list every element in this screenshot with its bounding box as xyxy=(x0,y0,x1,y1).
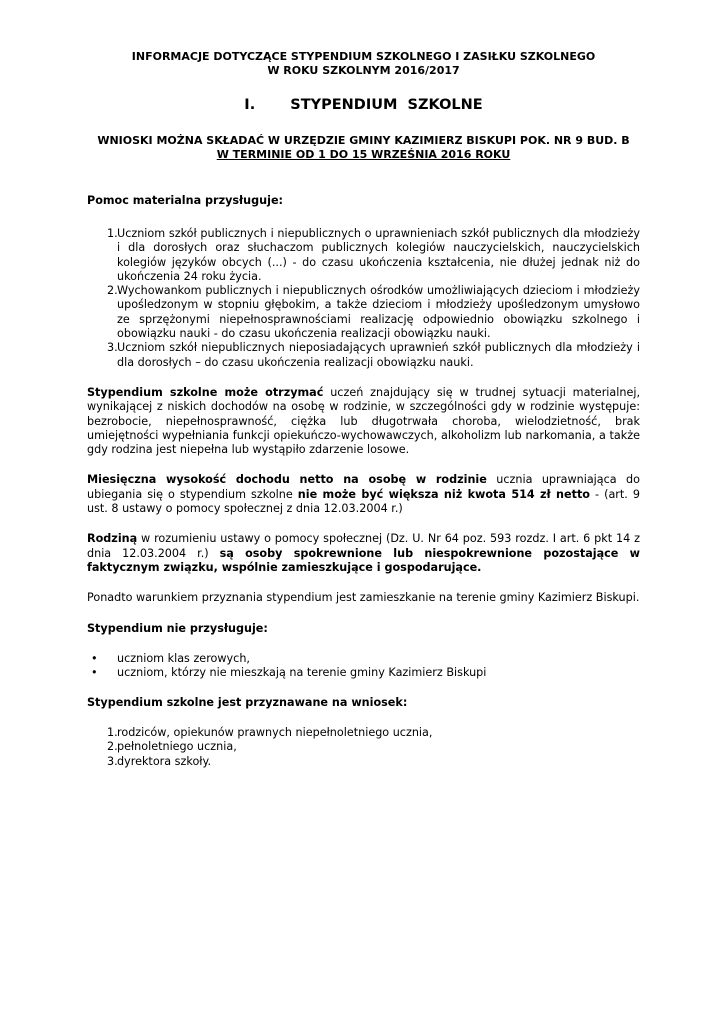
list-item-text: Uczniom szkół niepublicznych nieposiadających uprawnień szkół publicznych dla młodzieży i dla dorosłych – do czasu ukończenia realizacji obowiązku nauki. xyxy=(117,341,640,369)
list-item-text: uczniom klas zerowych, xyxy=(117,651,250,665)
list-item-text: dyrektora szkoły. xyxy=(117,754,212,768)
eligibility-heading: Pomoc materialna przysługuje: xyxy=(87,194,284,207)
not-entitled-heading: Stypendium nie przysługuje: xyxy=(87,621,268,635)
notice-line-1: WNIOSKI MOŻNA SKŁADAĆ W URZĘDZIE GMINY KAZIMIERZ BISKUPI POK. NR 9 BUD. B xyxy=(97,134,630,147)
document-page xyxy=(87,50,640,769)
section-number: I. xyxy=(244,97,256,113)
list-item-text: Uczniom szkół publicznych i niepublicznych o uprawnieniach szkół publicznych dla młodzieży i dla dorosłych oraz słuchaczom publicznych kolegiów nauczycielskich, nauczycielskich kolegiów języków obcych (...) - do czasu ukończenia kształcenia, nie dłużej jednak niż do ukończenia 24 roku życia. xyxy=(117,227,640,283)
list-item xyxy=(87,341,640,370)
section-title xyxy=(87,96,640,114)
who-can-receive-bold: Stypendium szkolne może otrzymać xyxy=(87,385,324,399)
family-paragraph xyxy=(87,532,640,575)
who-can-receive-text: uczeń znajdujący się w trudnej sytuacji materialnej, wynikającej z niskich dochodów na osobę w rodzinie, w szczególności gdy w rodzinie występuje: bezrobocie, niepełnosprawność, ciężka lub długotrwała choroba, wielodzietność, brak umiejętności wypełniania funkcji opiekuńczo-wychowawczych, alkoholizm lub narkomania, a także gdy rodzina jest niepełna lub wystąpiło zdarzenie losowe. xyxy=(87,385,641,457)
list-item-text: rodziców, opiekunów prawnych niepełnoletniego ucznia, xyxy=(117,726,433,740)
list-item-number: 2. xyxy=(107,740,118,754)
list-item xyxy=(87,740,640,754)
list-item-number: 3. xyxy=(107,341,118,355)
list-item-text: pełnoletniego ucznia, xyxy=(117,740,237,754)
list-item-number: 1. xyxy=(107,227,118,240)
list-item-text: Wychowankom publicznych i niepublicznych ośrodków umożliwiających dzieciom i młodzieży upośledzonym w stopniu głębokim, a także dzieciom i młodzieży upośledzonym umysłowo ze sprzężonymi niepełnosprawnościami realizację odpowiednio obowiązku szkolnego i obowiązku nauki - do czasu ukończenia realizacji obowiązku nauki. xyxy=(117,284,640,341)
list-item-number: 3. xyxy=(107,754,118,768)
income-text-1: ucznia uprawniająca do ubiegania się o stypendium szkolne xyxy=(87,473,640,501)
family-bold-2: są osoby spokrewnione lub niespokrewnione pozostające w faktycznym związku, wspólnie zamieszkujące i gospodarujące. xyxy=(87,546,640,574)
list-item-text: uczniom, którzy nie mieszkają na terenie gminy Kazimierz Biskupi xyxy=(117,665,487,679)
list-item xyxy=(87,227,640,284)
income-bold-2: nie może być większa niż kwota 514 zł netto xyxy=(297,487,590,501)
income-text-2: - (art. 9 ust. 8 ustawy o pomocy społecznej z dnia 12.03.2004 r.) xyxy=(87,487,640,516)
list-item xyxy=(87,755,640,769)
section-title-text: STYPENDIUM SZKOLNE xyxy=(290,97,483,113)
header-line-2: W ROKU SZKOLNYM 2016/2017 xyxy=(267,63,460,77)
bullet-icon: • xyxy=(91,651,98,665)
list-item xyxy=(87,666,640,680)
notice-line-2: W TERMINIE OD 1 DO 15 WRZEŚNIA 2016 ROKU xyxy=(216,148,511,161)
income-paragraph xyxy=(87,473,640,516)
residence-paragraph: Ponadto warunkiem przyznania stypendium jest zamieszkanie na terenie gminy Kazimierz Biskupi. xyxy=(87,591,640,605)
list-item xyxy=(87,284,640,341)
header-line-1: INFORMACJE DOTYCZĄCE STYPENDIUM SZKOLNEGO I ZASIŁKU SZKOLNEGO xyxy=(131,50,596,63)
list-item-number: 1. xyxy=(107,726,118,740)
who-can-receive-paragraph xyxy=(87,386,640,457)
eligibility-list xyxy=(87,227,640,370)
bullet-icon: • xyxy=(91,665,98,679)
application-heading: Stypendium szkolne jest przyznawane na wniosek: xyxy=(87,696,408,710)
list-item xyxy=(87,652,640,666)
list-item-number: 2. xyxy=(107,284,118,298)
application-list xyxy=(87,726,640,769)
income-bold-1: Miesięczna wysokość dochodu netto na osobę w rodzinie xyxy=(87,473,487,487)
list-item xyxy=(87,726,640,740)
family-text-1: w rozumieniu ustawy o pomocy społecznej (Dz. U. Nr 64 poz. 593 rozdz. I art. 6 pkt 14 z dnia 12.03.2004 r.) xyxy=(87,532,640,560)
document-header xyxy=(87,50,640,77)
family-bold-1: Rodziną xyxy=(87,532,138,546)
submission-notice xyxy=(87,134,640,162)
not-entitled-list xyxy=(87,652,640,681)
